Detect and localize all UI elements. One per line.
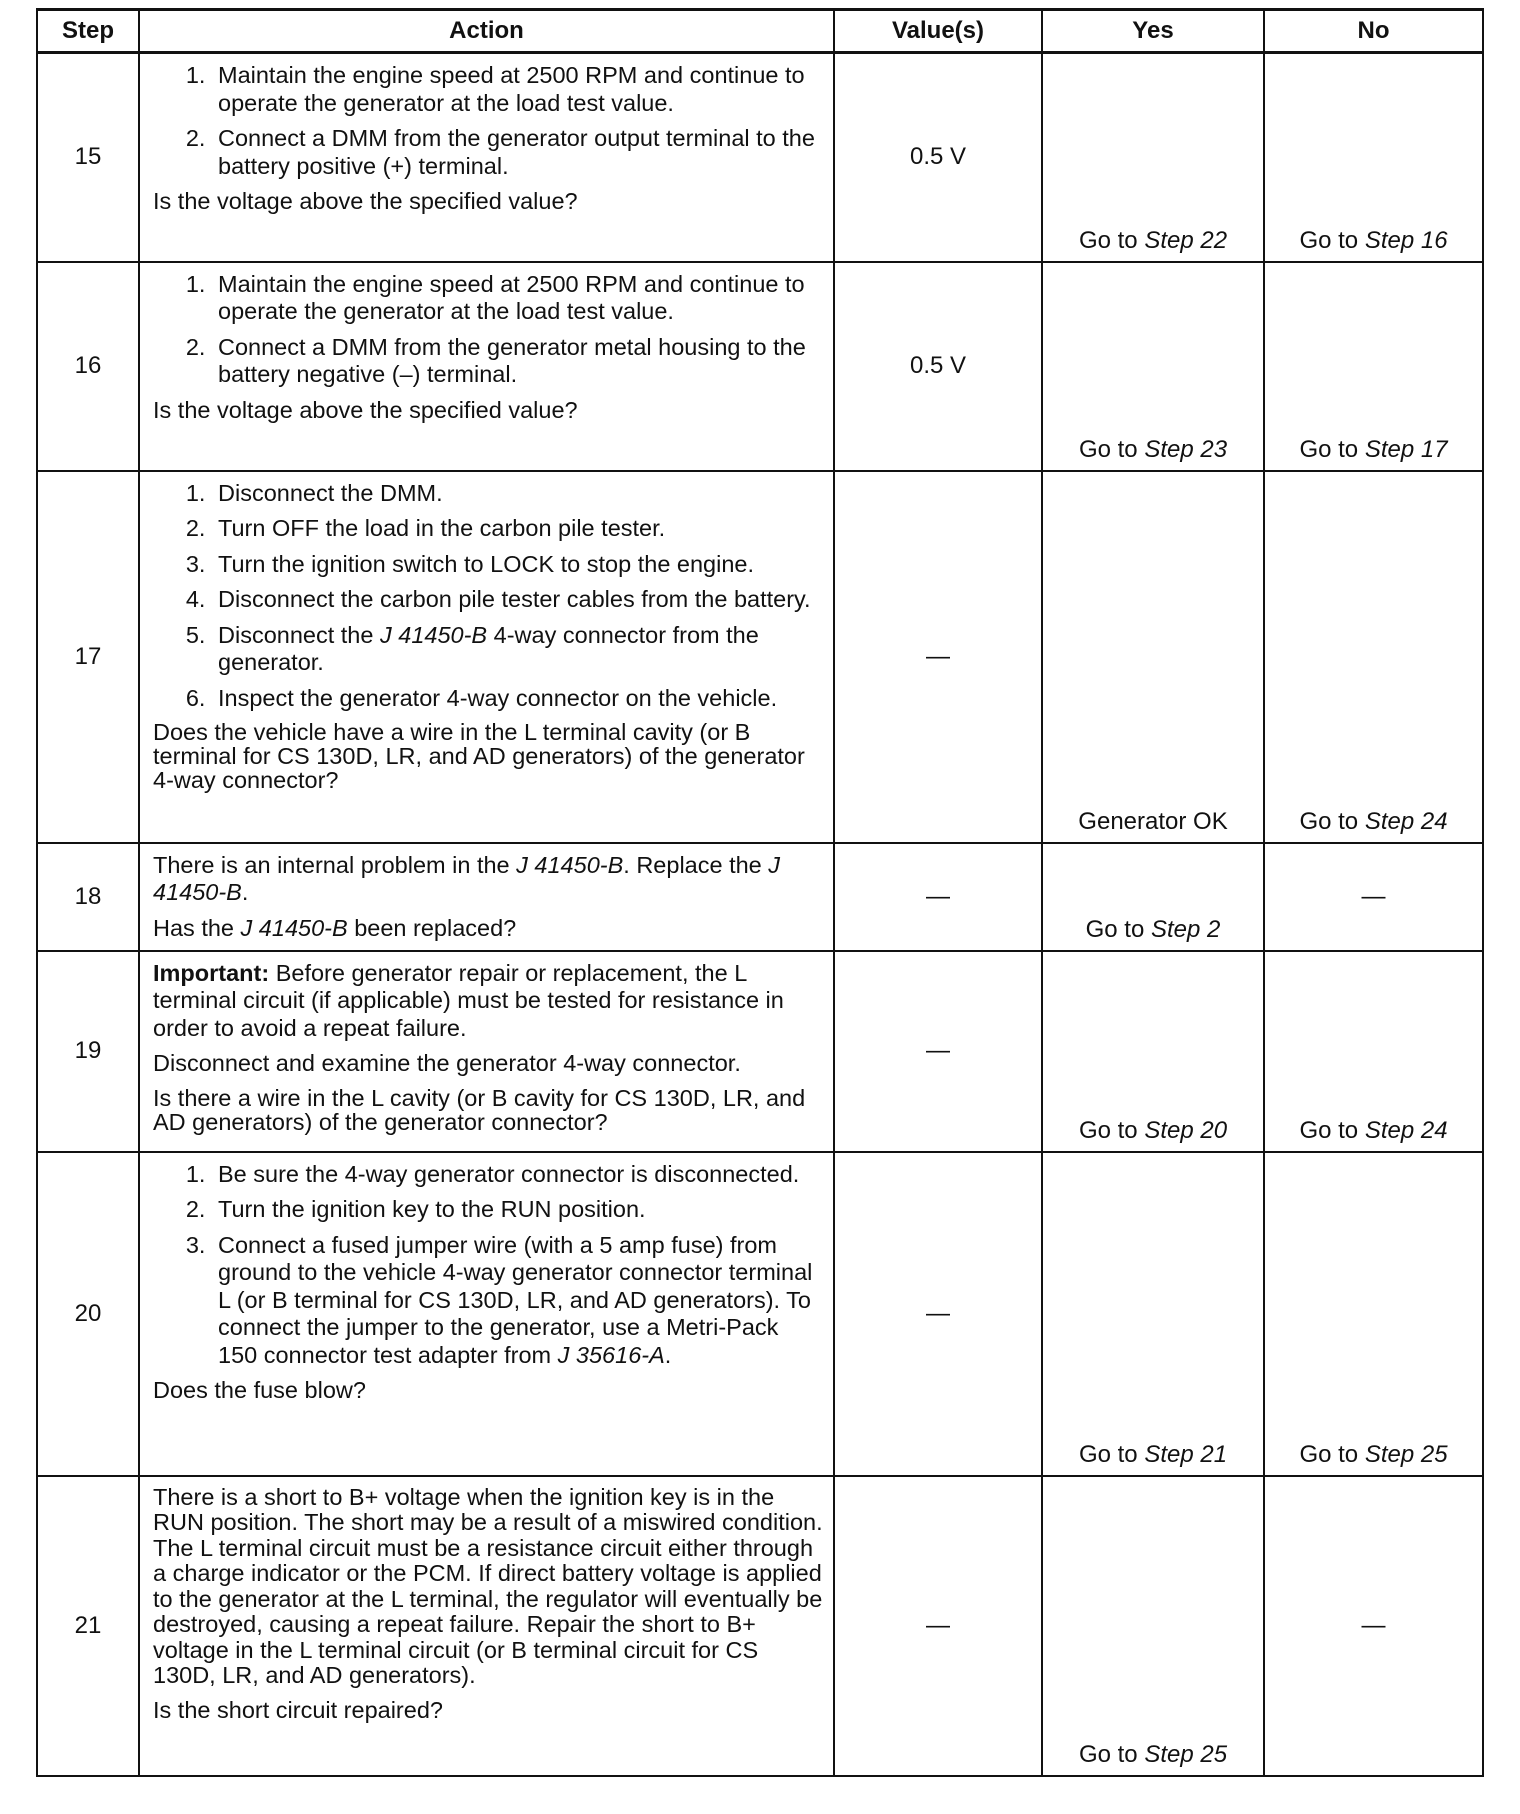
table-row [37, 951, 1483, 1152]
action-cell [139, 471, 834, 843]
header-step: Step [37, 10, 139, 53]
yes-cell [1042, 1476, 1264, 1776]
action-text: Connect a fused jumper wire (with a 5 amp fuse) from ground to the vehicle 4-way generator connector terminal L (or B terminal for CS 130D, LR, and AD generators). To connect the jumper to the generator, use a Metri-Pack 150 connector test adapter from [218, 1231, 813, 1368]
action-cell [139, 843, 834, 951]
action-cell [139, 1476, 834, 1776]
yes-step-ref: Step 23 [1144, 435, 1228, 463]
table-row [37, 262, 1483, 471]
action-list [153, 62, 823, 180]
no-prefix: Go to [1299, 807, 1365, 835]
action-item: 6. Inspect the generator 4-way connector on the vehicle. [212, 685, 823, 713]
step-number: 21 [37, 1476, 139, 1776]
action-item: 2. Connect a DMM from the generator output terminal to the battery positive (+) terminal. [212, 125, 823, 180]
action-list [153, 480, 823, 713]
yes-prefix: Go to [1078, 1740, 1145, 1768]
yes-prefix: Generator OK [1078, 807, 1228, 835]
no-cell: — [1264, 1476, 1483, 1776]
header-row [37, 10, 1483, 53]
question-text: Is the voltage above the specified value? [153, 188, 578, 214]
yes-step-ref: Step 20 [1144, 1116, 1228, 1144]
no-step-ref: Step 24 [1364, 1116, 1448, 1144]
table-row [37, 53, 1483, 262]
value-cell: 0.5 V [834, 53, 1042, 262]
step-number: 18 [37, 843, 139, 951]
step-number: 20 [37, 1152, 139, 1476]
header-no: No [1264, 10, 1483, 53]
yes-step-ref: Step 21 [1144, 1440, 1228, 1468]
action-item: 1. Disconnect the DMM. [212, 480, 823, 508]
important-note [153, 960, 823, 1043]
action-cell [139, 53, 834, 262]
action-list [153, 271, 823, 389]
question-text: Is the voltage above the specified value? [153, 396, 578, 423]
yes-prefix: Go to [1078, 1440, 1145, 1468]
action-item: 1. Maintain the engine speed at 2500 RPM and continue to operate the generator at the load test value. [212, 271, 823, 326]
action-text: Disconnect and examine the generator 4-way connector. [153, 1050, 741, 1076]
action-text: There is a short to B+ voltage when the ignition key is in the RUN position. The short may be a result of a miswired condition. The L terminal circuit must be a resistance circuit either through a charge indicator or the PCM. If direct battery voltage is applied to the generator at the L terminal, the regulator will eventually be destroyed, causing a repeat failure. Repair the short to B+ voltage in the L terminal circuit (or B terminal circuit for CS 130D, LR, and AD generators). [153, 1483, 823, 1688]
action-item: 2. Connect a DMM from the generator metal housing to the battery negative (–) terminal. [212, 334, 823, 389]
no-cell [1264, 471, 1483, 843]
text-run: . Replace the [623, 851, 769, 878]
important-text: Before generator repair or replacement, the L terminal circuit (if applicable) must be tested for resistance in order to avoid a repeat failure. [153, 959, 784, 1041]
tool-ref: J 35616-A [557, 1341, 665, 1368]
tool-ref: J 41450-B [516, 851, 624, 878]
question-text: Does the vehicle have a wire in the L terminal cavity (or B terminal for CS 130D, LR, and AD generators) of the generator 4-way connector? [153, 719, 805, 793]
text-run: Has the [153, 914, 241, 941]
no-cell [1264, 262, 1483, 471]
step-number: 15 [37, 53, 139, 262]
step-number: 17 [37, 471, 139, 843]
no-cell [1264, 1152, 1483, 1476]
no-prefix: Go to [1299, 1116, 1365, 1144]
step-number: 19 [37, 951, 139, 1152]
action-item: 1. Be sure the 4-way generator connector is disconnected. [212, 1161, 823, 1189]
action-text: . [664, 1341, 672, 1368]
text-run: been replaced? [347, 914, 517, 941]
value-cell: — [834, 951, 1042, 1152]
action-text: Disconnect the [218, 621, 380, 648]
question-text: Is there a wire in the L cavity (or B cavity for CS 130D, LR, and AD generators) of the generator connector? [153, 1084, 806, 1135]
yes-cell [1042, 1152, 1264, 1476]
no-prefix: Go to [1299, 1440, 1365, 1468]
table-row [37, 471, 1483, 843]
tool-ref: J 41450-B [153, 851, 781, 905]
header-yes: Yes [1042, 10, 1264, 53]
step-number: 16 [37, 262, 139, 471]
action-cell [139, 262, 834, 471]
action-item: 2. Turn the ignition key to the RUN position. [212, 1196, 823, 1224]
yes-cell [1042, 262, 1264, 471]
no-cell [1264, 53, 1483, 262]
yes-cell [1042, 471, 1264, 843]
value-cell: — [834, 843, 1042, 951]
text-run: . [241, 879, 249, 905]
tool-ref: J 41450-B [379, 621, 488, 648]
value-cell: — [834, 471, 1042, 843]
action-item [212, 622, 823, 677]
yes-step-ref: Step 2 [1150, 915, 1221, 943]
yes-cell [1042, 53, 1264, 262]
yes-cell [1042, 843, 1264, 951]
yes-cell [1042, 951, 1264, 1152]
question-text: Does the fuse blow? [153, 1377, 366, 1403]
no-prefix: Go to [1299, 435, 1365, 463]
yes-prefix: Go to [1078, 226, 1145, 254]
yes-prefix: Go to [1078, 435, 1145, 463]
question-text [153, 915, 823, 943]
tool-ref: J 41450-B [240, 914, 348, 941]
yes-step-ref: Step 22 [1144, 226, 1228, 254]
text-run: There is an internal problem in the [153, 851, 517, 878]
action-text: 4-way connector from the generator. [218, 621, 759, 675]
no-step-ref: Step 16 [1364, 226, 1448, 254]
table-row [37, 1152, 1483, 1476]
no-cell [1264, 951, 1483, 1152]
value-cell: 0.5 V [834, 262, 1042, 471]
yes-step-ref: Step 25 [1144, 1740, 1228, 1768]
header-action: Action [139, 10, 834, 53]
question-text: Is the short circuit repaired? [153, 1696, 443, 1723]
no-step-ref: Step 25 [1364, 1440, 1448, 1468]
no-step-ref: Step 17 [1364, 435, 1448, 463]
action-item: 2. Turn OFF the load in the carbon pile tester. [212, 515, 823, 543]
header-value: Value(s) [834, 10, 1042, 53]
action-item: 1. Maintain the engine speed at 2500 RPM and continue to operate the generator at the load test value. [212, 62, 823, 117]
yes-prefix: Go to [1078, 1116, 1145, 1144]
action-cell [139, 951, 834, 1152]
action-item: 3. Turn the ignition switch to LOCK to stop the engine. [212, 551, 823, 579]
action-text [153, 852, 823, 907]
action-item: 4. Disconnect the carbon pile tester cables from the battery. [212, 586, 823, 614]
no-prefix: Go to [1299, 226, 1365, 254]
action-item [212, 1232, 823, 1370]
action-cell [139, 1152, 834, 1476]
diagnostic-table [36, 8, 1484, 1777]
action-list [153, 1161, 823, 1370]
no-cell: — [1264, 843, 1483, 951]
no-step-ref: Step 24 [1364, 807, 1448, 835]
important-label: Important: [153, 959, 270, 986]
yes-prefix: Go to [1085, 915, 1151, 943]
value-cell: — [834, 1476, 1042, 1776]
table-row [37, 843, 1483, 951]
table-row [37, 1476, 1483, 1776]
value-cell: — [834, 1152, 1042, 1476]
